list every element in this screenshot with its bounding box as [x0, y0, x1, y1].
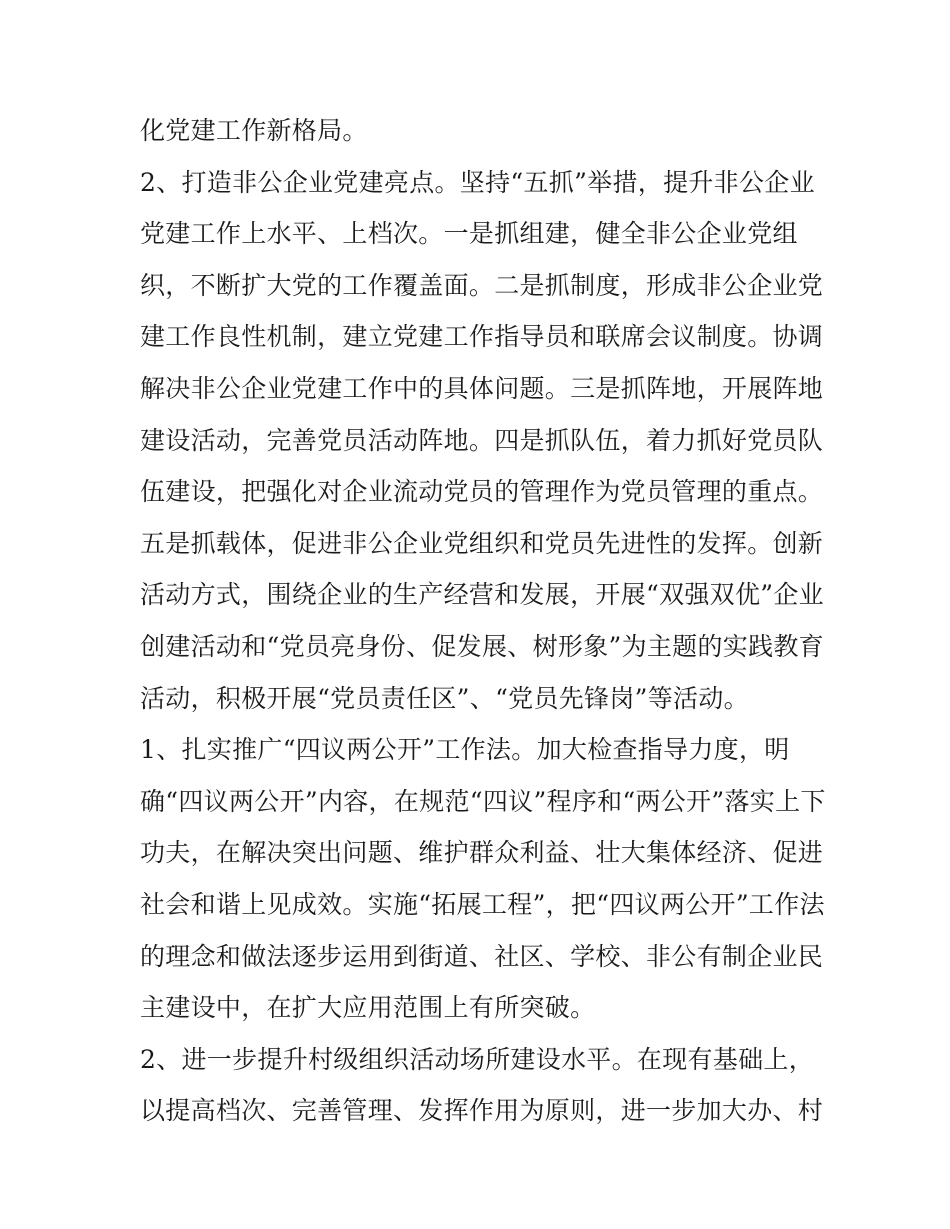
text-line: 活动，积极开展“党员责任区”、“党员先锋岗”等活动。 [140, 683, 749, 713]
text-line: 活动方式，围绕企业的生产经营和发展，开展“双强双优”企业 [140, 580, 824, 610]
text-line: 建设活动，完善党员活动阵地。四是抓队伍，着力抓好党员队 [140, 425, 824, 455]
text-line: 织，不断扩大党的工作覆盖面。二是抓制度，形成非公企业党 [140, 270, 824, 300]
text-line: 社会和谐上见成效。实施“拓展工程”，把“四议两公开”工作法 [140, 889, 825, 919]
text-line: 主建设中，在扩大应用范围上有所突破。 [140, 993, 596, 1023]
text-line: 化党建工作新格局。 [140, 116, 368, 145]
text-line: 五是抓载体，促进非公企业党组织和党员先进性的发挥。创新 [140, 528, 824, 558]
text-line: 2、进一步提升村级组织活动场所建设水平。在现有基础上， [140, 1044, 815, 1074]
text-line: 确“四议两公开”内容，在规范“四议”程序和“两公开”落实上下 [140, 786, 826, 816]
text-line: 的理念和做法逐步运用到街道、社区、学校、非公有制企业民 [140, 941, 824, 971]
text-line: 解决非公企业党建工作中的具体问题。三是抓阵地，开展阵地 [140, 373, 824, 403]
text-line: 功夫，在解决突出问题、维护群众利益、壮大集体经济、促进 [140, 838, 824, 868]
text-line: 创建活动和“党员亮身份、促发展、树形象”为主题的实践教育 [140, 631, 824, 661]
text-line: 以提高档次、完善管理、发挥作用为原则，进一步加大办、村 [140, 1096, 824, 1126]
text-line: 党建工作上水平、上档次。一是抓组建，健全非公企业党组 [140, 219, 798, 249]
document-body [140, 105, 826, 1137]
text-line: 建工作良性机制，建立党建工作指导员和联席会议制度。协调 [140, 322, 824, 352]
text-line: 2、打造非公企业党建亮点。坚持“五抓”举措，提升非公企业 [140, 167, 815, 197]
text-line: 1、扎实推广“四议两公开”工作法。加大检查指导力度，明 [140, 735, 790, 765]
text-line: 伍建设，把强化对企业流动党员的管理作为党员管理的重点。 [140, 477, 824, 507]
